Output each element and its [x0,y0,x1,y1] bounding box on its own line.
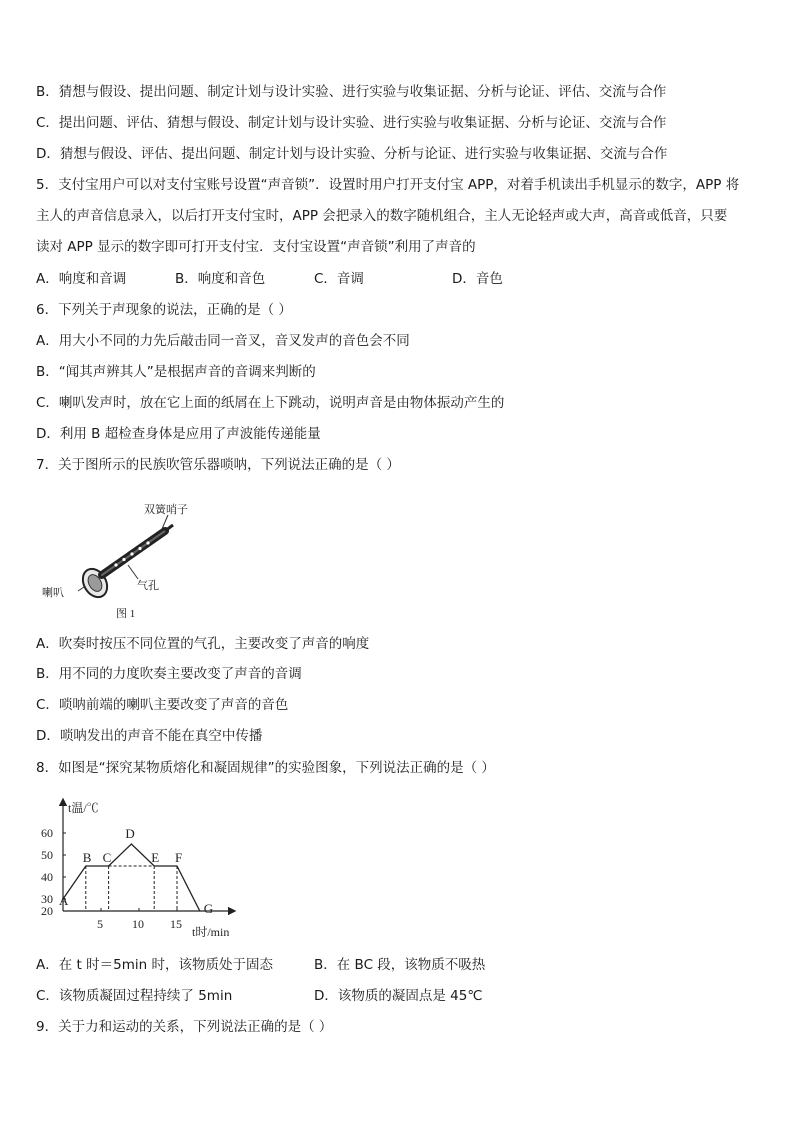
q7-option-d: D．唢呐发出的声音不能在真空中传播 [36,728,263,744]
point-label-B: B [82,850,92,865]
point-label-G: G [203,901,214,916]
q8-stem: 8．如图是“探究某物质熔化和凝固规律”的实验图象，下列说法正确的是（ ） [36,760,495,776]
q7-stem: 7．关于图所示的民族吹管乐器唢呐，下列说法正确的是（ ） [36,457,400,473]
q6-option-c: C．喇叭发声时，放在它上面的纸屑在上下跳动，说明声音是由物体振动产生的 [36,395,505,411]
point-label-F: F [175,850,183,865]
q5-stem-line3: 读对 APP 显示的数字即可打开支付宝．支付宝设置“声音锁”利用了声音的 [36,239,476,255]
hole-leader-line [128,565,138,579]
x-tick-label-0: 5 [97,917,103,931]
figure-caption: 图 1 [116,608,136,620]
y-tick-label-3: 50 [41,848,53,862]
y-tick-label-4: 60 [41,826,53,840]
q8-option-c: C．该物质凝固过程持续了 5min [36,988,233,1004]
q5-stem-line1: 5．支付宝用户可以对支付宝账号设置“声音锁”．设置时用户打开支付宝 APP，对着手机读出手机显示的数字，APP 将 [36,177,740,193]
q5-option-d: D．音色 [452,271,503,287]
y-axis-label: t温/℃ [68,801,99,815]
label-reed: 双簧哨子 [144,504,188,516]
q7-option-c: C．唢呐前端的喇叭主要改变了声音的音色 [36,697,289,713]
suona-illustration [40,495,230,625]
q5-stem-line2: 主人的声音信息录入，以后打开支付宝时，APP 会把录入的数字随机组合，主人无论轻声或大声，高音或低音，只要 [36,208,728,224]
q9-stem: 9．关于力和运动的关系，下列说法正确的是（ ） [36,1019,333,1035]
point-label-E: E [151,850,160,865]
point-label-C: C [102,850,112,865]
q8-option-b: B．在 BC 段，该物质不吸热 [314,957,486,973]
q5-option-b: B．响度和音色 [175,271,266,287]
y-tick-label-1: 30 [41,892,53,906]
x-tick-label-1: 10 [132,917,144,931]
q4-option-b: B．猜想与假设、提出问题、制定计划与设计实验、进行实验与收集证据、分析与论证、评估、交流与合作 [36,84,667,100]
q6-option-b: B．“闻其声辨其人”是根据声音的音调来判断的 [36,364,316,380]
q6-option-a: A．用大小不同的力先后敲击同一音叉，音叉发声的音色会不同 [36,333,410,349]
label-horn: 喇叭 [42,587,64,599]
x-tick-label-2: 15 [170,917,182,931]
q6-option-d: D．利用 B 超检查身体是应用了声波能传递能量 [36,426,321,442]
point-label-A: A [59,893,69,908]
air-hole [114,563,117,566]
melting-chart-svg [36,790,256,940]
q7-option-a: A．吹奏时按压不同位置的气孔，主要改变了声音的响度 [36,636,370,652]
q5-option-a: A．响度和音调 [36,271,127,287]
y-tick-label-0: 20 [41,904,53,918]
q6-stem: 6．下列关于声现象的说法，正确的是（ ） [36,302,292,318]
y-tick-label-2: 40 [41,870,53,884]
q8-option-a: A．在 t 时＝5min 时，该物质处于固态 [36,957,273,973]
suona-figure [40,495,230,625]
q7-option-b: B．用不同的力度吹奏主要改变了声音的音调 [36,666,302,682]
label-hole: 气孔 [137,580,159,592]
reed-leader-line [162,515,168,529]
q4-option-c: C．提出问题、评估、猜想与假设、制定计划与设计实验、进行实验与收集证据、分析与论证、交流与合作 [36,115,667,131]
point-label-D: D [125,826,135,841]
melting-chart [36,790,256,940]
q4-option-d: D．猜想与假设、评估、提出问题、制定计划与设计实验、分析与论证、进行实验与收集证据、交流与合作 [36,146,668,162]
x-axis-label: t时/min [192,925,230,939]
q5-option-c: C．音调 [314,271,364,287]
q8-option-d: D．该物质的凝固点是 45℃ [314,988,483,1004]
